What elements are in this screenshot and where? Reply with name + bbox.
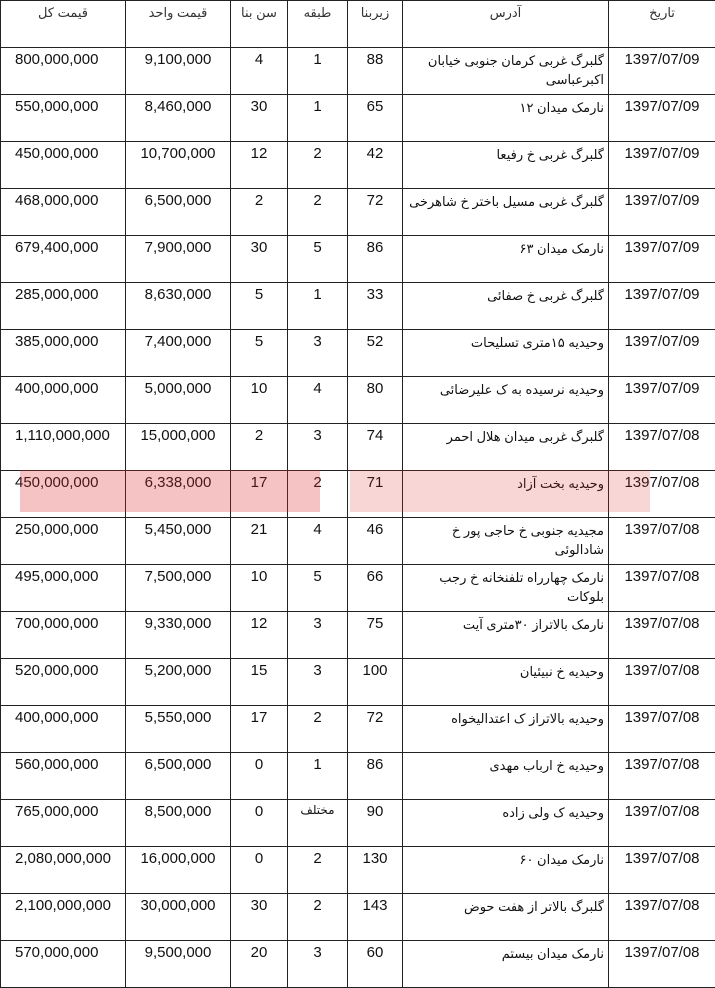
cell-address: نارمک میدان ۱۲	[403, 95, 609, 142]
cell-date: 1397/07/08	[609, 424, 715, 471]
cell-date: 1397/07/08	[609, 518, 715, 565]
cell-floor: 1	[288, 95, 348, 142]
cell-age: 0	[231, 847, 288, 894]
cell-address: گلبرگ بالاتر از هفت حوض	[403, 894, 609, 941]
cell-age: 10	[231, 565, 288, 612]
cell-total-price: 1,110,000,000	[1, 424, 126, 471]
cell-area: 46	[348, 518, 403, 565]
cell-age: 30	[231, 236, 288, 283]
cell-area: 42	[348, 142, 403, 189]
cell-date: 1397/07/08	[609, 659, 715, 706]
header-age: سن بنا	[231, 1, 288, 48]
table-row	[1, 95, 715, 142]
cell-total-price: 679,400,000	[1, 236, 126, 283]
cell-total-price: 765,000,000	[1, 800, 126, 847]
table-row	[1, 800, 715, 847]
cell-address: نارمک بالاتراز ۳۰متری آیت	[403, 612, 609, 659]
cell-total-price: 400,000,000	[1, 377, 126, 424]
cell-total-price: 250,000,000	[1, 518, 126, 565]
cell-area: 100	[348, 659, 403, 706]
cell-age: 21	[231, 518, 288, 565]
cell-area: 86	[348, 236, 403, 283]
cell-floor: 5	[288, 565, 348, 612]
cell-area: 65	[348, 95, 403, 142]
cell-date: 1397/07/08	[609, 800, 715, 847]
cell-unit-price: 6,338,000	[126, 471, 231, 518]
cell-address: نارمک چهارراه تلفنخانه خ رجب بلوکات	[403, 565, 609, 612]
cell-floor: 4	[288, 377, 348, 424]
table-row	[1, 753, 715, 800]
cell-age: 0	[231, 800, 288, 847]
cell-date: 1397/07/09	[609, 283, 715, 330]
table-row	[1, 565, 715, 612]
cell-unit-price: 5,200,000	[126, 659, 231, 706]
cell-floor: 3	[288, 612, 348, 659]
cell-address: گلبرگ غربی میدان هلال احمر	[403, 424, 609, 471]
cell-age: 12	[231, 612, 288, 659]
cell-date: 1397/07/09	[609, 330, 715, 377]
cell-area: 86	[348, 753, 403, 800]
cell-age: 12	[231, 142, 288, 189]
cell-total-price: 468,000,000	[1, 189, 126, 236]
cell-date: 1397/07/08	[609, 941, 715, 988]
header-area: زیربنا	[348, 1, 403, 48]
cell-total-price: 700,000,000	[1, 612, 126, 659]
cell-area: 66	[348, 565, 403, 612]
cell-area: 75	[348, 612, 403, 659]
cell-unit-price: 16,000,000	[126, 847, 231, 894]
cell-address: وحیدیه ۱۵متری تسلیحات	[403, 330, 609, 377]
cell-unit-price: 9,330,000	[126, 612, 231, 659]
cell-address: وحیدیه خ ارباب مهدی	[403, 753, 609, 800]
cell-total-price: 400,000,000	[1, 706, 126, 753]
table-row	[1, 236, 715, 283]
cell-total-price: 2,100,000,000	[1, 894, 126, 941]
cell-address: نارمک میدان ۶۳	[403, 236, 609, 283]
cell-date: 1397/07/09	[609, 95, 715, 142]
cell-age: 0	[231, 753, 288, 800]
cell-date: 1397/07/08	[609, 706, 715, 753]
cell-address: گلبرگ غربی مسیل باختر خ شاهرخی	[403, 189, 609, 236]
cell-floor: مختلف	[288, 800, 348, 847]
cell-date: 1397/07/09	[609, 377, 715, 424]
cell-age: 5	[231, 283, 288, 330]
cell-floor: 3	[288, 424, 348, 471]
cell-unit-price: 30,000,000	[126, 894, 231, 941]
table-row	[1, 330, 715, 377]
cell-date: 1397/07/08	[609, 753, 715, 800]
cell-age: 17	[231, 471, 288, 518]
cell-total-price: 385,000,000	[1, 330, 126, 377]
table-row	[1, 659, 715, 706]
cell-address: گلبرگ غربی خ صفائی	[403, 283, 609, 330]
header-address: آدرس	[403, 1, 609, 48]
cell-address: وحیدیه خ نبیئیان	[403, 659, 609, 706]
cell-total-price: 800,000,000	[1, 48, 126, 95]
table-row	[1, 894, 715, 941]
cell-unit-price: 5,550,000	[126, 706, 231, 753]
cell-unit-price: 7,400,000	[126, 330, 231, 377]
cell-unit-price: 9,100,000	[126, 48, 231, 95]
cell-address: گلبرگ غربی کرمان جنوبی خیابان اکبرعباسی	[403, 48, 609, 95]
cell-date: 1397/07/09	[609, 48, 715, 95]
table-row	[1, 612, 715, 659]
header-date: تاریخ	[609, 1, 715, 48]
cell-age: 30	[231, 95, 288, 142]
cell-floor: 1	[288, 48, 348, 95]
cell-unit-price: 8,500,000	[126, 800, 231, 847]
cell-area: 52	[348, 330, 403, 377]
cell-floor: 2	[288, 706, 348, 753]
cell-unit-price: 7,500,000	[126, 565, 231, 612]
cell-date: 1397/07/08	[609, 894, 715, 941]
cell-area: 33	[348, 283, 403, 330]
cell-age: 2	[231, 189, 288, 236]
cell-total-price: 2,080,000,000	[1, 847, 126, 894]
cell-age: 10	[231, 377, 288, 424]
cell-address: نارمک میدان ۶۰	[403, 847, 609, 894]
cell-area: 60	[348, 941, 403, 988]
cell-unit-price: 7,900,000	[126, 236, 231, 283]
cell-floor: 4	[288, 518, 348, 565]
cell-date: 1397/07/08	[609, 847, 715, 894]
cell-date: 1397/07/08	[609, 612, 715, 659]
cell-unit-price: 6,500,000	[126, 753, 231, 800]
table-row	[1, 142, 715, 189]
header-total-price: قیمت کل	[1, 1, 126, 48]
cell-floor: 1	[288, 753, 348, 800]
table-row	[1, 283, 715, 330]
table-row	[1, 471, 715, 518]
cell-age: 17	[231, 706, 288, 753]
cell-total-price: 495,000,000	[1, 565, 126, 612]
cell-floor: 2	[288, 847, 348, 894]
cell-age: 4	[231, 48, 288, 95]
cell-date: 1397/07/08	[609, 471, 715, 518]
cell-floor: 3	[288, 330, 348, 377]
header-unit-price: قیمت واحد	[126, 1, 231, 48]
cell-date: 1397/07/08	[609, 565, 715, 612]
table-row	[1, 706, 715, 753]
cell-age: 20	[231, 941, 288, 988]
cell-floor: 3	[288, 941, 348, 988]
cell-area: 71	[348, 471, 403, 518]
cell-total-price: 560,000,000	[1, 753, 126, 800]
cell-area: 72	[348, 706, 403, 753]
header-floor: طبقه	[288, 1, 348, 48]
cell-floor: 2	[288, 471, 348, 518]
cell-unit-price: 8,630,000	[126, 283, 231, 330]
table-row	[1, 518, 715, 565]
cell-area: 88	[348, 48, 403, 95]
cell-floor: 2	[288, 189, 348, 236]
cell-unit-price: 10,700,000	[126, 142, 231, 189]
table-row	[1, 189, 715, 236]
cell-area: 90	[348, 800, 403, 847]
cell-total-price: 450,000,000	[1, 142, 126, 189]
cell-total-price: 450,000,000	[1, 471, 126, 518]
cell-unit-price: 8,460,000	[126, 95, 231, 142]
table-row	[1, 847, 715, 894]
cell-address: نارمک میدان بیستم	[403, 941, 609, 988]
cell-floor: 5	[288, 236, 348, 283]
cell-total-price: 550,000,000	[1, 95, 126, 142]
cell-date: 1397/07/09	[609, 236, 715, 283]
cell-floor: 3	[288, 659, 348, 706]
cell-area: 72	[348, 189, 403, 236]
cell-unit-price: 5,450,000	[126, 518, 231, 565]
cell-area: 143	[348, 894, 403, 941]
cell-unit-price: 6,500,000	[126, 189, 231, 236]
cell-age: 30	[231, 894, 288, 941]
cell-age: 2	[231, 424, 288, 471]
table-row	[1, 424, 715, 471]
cell-address: گلبرگ غربی خ رفیعا	[403, 142, 609, 189]
cell-unit-price: 5,000,000	[126, 377, 231, 424]
cell-total-price: 520,000,000	[1, 659, 126, 706]
cell-address: وحیدیه بخت آزاد	[403, 471, 609, 518]
cell-address: وحیدیه نرسیده به ک علیرضائی	[403, 377, 609, 424]
table-header-row	[1, 1, 715, 48]
cell-floor: 2	[288, 142, 348, 189]
table-row	[1, 377, 715, 424]
cell-area: 74	[348, 424, 403, 471]
cell-floor: 1	[288, 283, 348, 330]
cell-age: 15	[231, 659, 288, 706]
cell-unit-price: 9,500,000	[126, 941, 231, 988]
cell-area: 130	[348, 847, 403, 894]
cell-area: 80	[348, 377, 403, 424]
cell-address: مجیدیه جنوبی خ حاجی پور خ شادالوئی	[403, 518, 609, 565]
cell-date: 1397/07/09	[609, 189, 715, 236]
cell-total-price: 570,000,000	[1, 941, 126, 988]
cell-address: وحیدیه ک ولی زاده	[403, 800, 609, 847]
table-row	[1, 48, 715, 95]
table-row	[1, 941, 715, 988]
table-body	[1, 48, 715, 988]
cell-address: وحیدیه بالاتراز ک اعتدالیخواه	[403, 706, 609, 753]
cell-age: 5	[231, 330, 288, 377]
cell-unit-price: 15,000,000	[126, 424, 231, 471]
cell-floor: 2	[288, 894, 348, 941]
cell-date: 1397/07/09	[609, 142, 715, 189]
cell-total-price: 285,000,000	[1, 283, 126, 330]
